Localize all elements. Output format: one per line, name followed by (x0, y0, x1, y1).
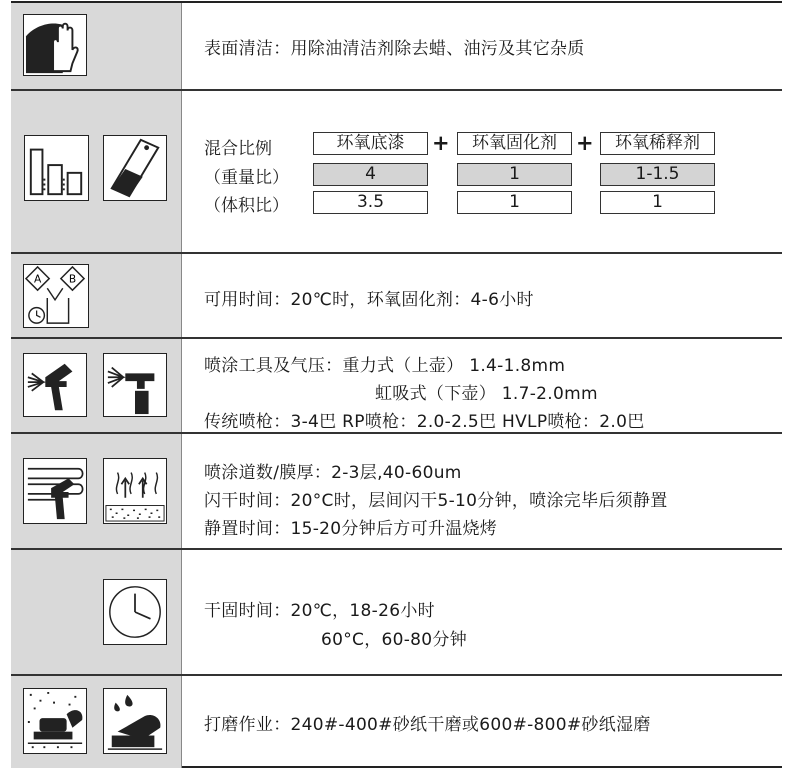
flash-off-heat-icon (103, 458, 167, 524)
siphon-spray-gun-icon (103, 353, 167, 417)
row-icons (11, 434, 182, 548)
spray-pressure-line: 传统喷枪：3-4巴 RP喷枪：2.0-2.5巴 HVLP喷枪：2.0巴 (204, 412, 645, 432)
row-icons (11, 3, 182, 89)
weight-ratio-label: （重量比） (204, 168, 289, 188)
coats-thickness-line: 喷涂道数/膜厚：2-3层,40-60um (204, 463, 462, 483)
row-icons (11, 676, 182, 768)
standing-time-line: 静置时间：15-20分钟后方可升温烧烤 (204, 519, 498, 539)
wet-sanding-icon (103, 688, 167, 754)
mix-ratio-label: 混合比例 (204, 139, 272, 159)
surface-cleaning-text: 表面清洁：用除油清洁剂除去蜡、油污及其它杂质 (204, 39, 585, 59)
pot-life-text: 可用时间：20℃时，环氧固化剂：4-6小时 (204, 290, 534, 310)
plus-sign: + (576, 131, 594, 155)
svg-text:B: B (68, 272, 77, 286)
row-icons (11, 550, 182, 674)
drying-time-line2: 60°C，60-80分钟 (321, 630, 467, 650)
flash-off-line: 闪干时间：20°C时，层间闪干5-10分钟，喷涂完毕后须静置 (204, 491, 668, 511)
plus-sign: + (432, 131, 450, 155)
sanding-text: 打磨作业：240#-400#砂纸干磨或600#-800#砂纸湿磨 (204, 715, 651, 735)
volume-primer: 3.5 (313, 191, 428, 214)
pot-life-ab-timer-icon (23, 264, 89, 328)
row-drying-time (11, 550, 782, 676)
component-epoxy-hardener: 环氧固化剂 (457, 132, 572, 155)
gravity-spray-gun-icon (23, 353, 87, 417)
mixing-cups-icon (24, 135, 89, 201)
spray-tool-line1: 喷涂工具及气压：重力式（上壶） 1.4-1.8mm (204, 356, 566, 376)
row-pot-life (11, 254, 782, 339)
spray-tool-line2: 虹吸式（下壶） 1.7-2.0mm (375, 384, 598, 404)
row-surface-cleaning (11, 3, 782, 91)
component-epoxy-thinner: 环氧稀释剂 (600, 132, 715, 155)
weight-hardener: 1 (457, 163, 572, 186)
row-mix-ratio (11, 91, 782, 254)
volume-thinner: 1 (600, 191, 715, 214)
glove-wipe-icon (23, 14, 87, 76)
measuring-stick-icon (103, 135, 167, 201)
weight-thinner: 1-1.5 (600, 163, 715, 186)
clock-icon (103, 579, 167, 645)
spray-coats-icon (23, 458, 87, 524)
component-epoxy-primer: 环氧底漆 (313, 132, 428, 155)
dry-sanding-icon (23, 688, 87, 754)
weight-primer: 4 (313, 163, 428, 186)
row-icons (11, 254, 182, 337)
row-sanding (11, 676, 782, 768)
drying-time-line1: 干固时间：20℃，18-26小时 (204, 601, 435, 621)
product-data-sheet (11, 1, 782, 768)
row-icons (11, 339, 182, 432)
svg-text:A: A (33, 272, 42, 286)
row-spray-equipment (11, 339, 782, 434)
row-icons (11, 91, 182, 252)
row-coats-flash-off (11, 434, 782, 550)
volume-ratio-label: （体积比） (204, 196, 289, 216)
volume-hardener: 1 (457, 191, 572, 214)
